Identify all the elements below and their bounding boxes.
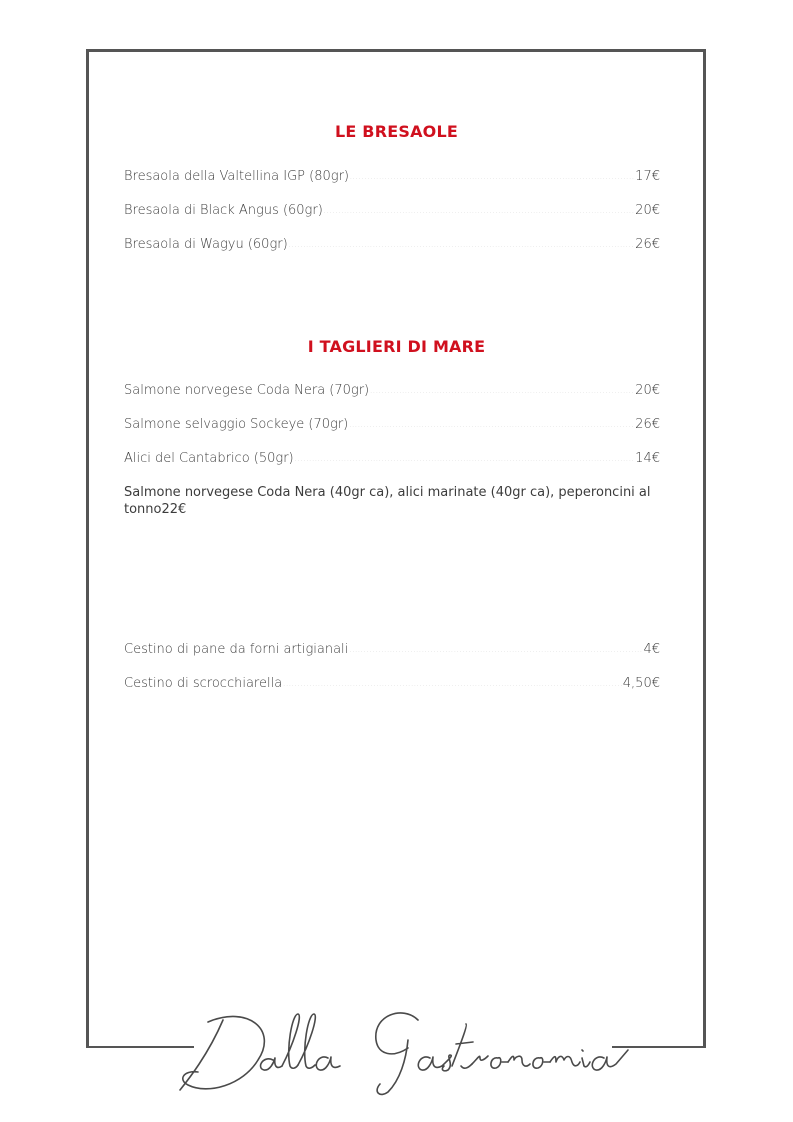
menu-item: Alici del Cantabrico (50gr) ..... 14€	[124, 450, 660, 484]
signature-logo	[168, 1000, 630, 1100]
dot-leader	[370, 383, 634, 400]
menu-item: Bresaola della Valtellina IGP (80gr) ..... 17€	[124, 168, 660, 202]
price: 20€	[635, 203, 660, 218]
price: 26€	[635, 417, 660, 432]
menu-item: Salmone norvegese Coda Nera (40gr ca), alici marinate (40gr ca), peperoncini al tonno 22€	[124, 485, 651, 517]
menu-item: Bresaola di Black Angus (60gr) ..... 20€	[124, 202, 660, 236]
dot-leader	[349, 417, 634, 434]
dot-leader	[283, 676, 622, 693]
bread-list	[124, 641, 660, 709]
price: 20€	[635, 383, 660, 398]
dot-leader	[295, 451, 635, 468]
menu-item: Salmone norvegese Coda Nera (70gr) ..... 20€	[124, 382, 660, 416]
taglieri-list	[124, 382, 660, 524]
price: 22€	[161, 502, 187, 517]
price: 14€	[635, 451, 660, 466]
menu-item: Cestino di scrocchiarella ..... 4,50€	[124, 675, 660, 709]
dot-leader	[324, 203, 634, 220]
price: 4€	[643, 642, 660, 657]
dot-leader	[350, 169, 634, 186]
bresaole-list	[124, 168, 660, 270]
menu-item: Bresaola di Wagyu (60gr) ..... 26€	[124, 236, 660, 270]
price: 4,50€	[622, 676, 660, 691]
price: 26€	[635, 237, 660, 252]
section-title-bresaole: LE BRESAOLE	[335, 122, 458, 141]
section-title-taglieri: I TAGLIERI DI MARE	[307, 337, 486, 356]
price: 17€	[635, 169, 660, 184]
dot-leader	[349, 642, 642, 659]
dot-leader	[289, 237, 635, 254]
menu-item: Cestino di pane da forni artigianali ..... 4€	[124, 641, 660, 675]
menu-item: Salmone selvaggio Sockeye (70gr) ..... 26€	[124, 416, 660, 450]
